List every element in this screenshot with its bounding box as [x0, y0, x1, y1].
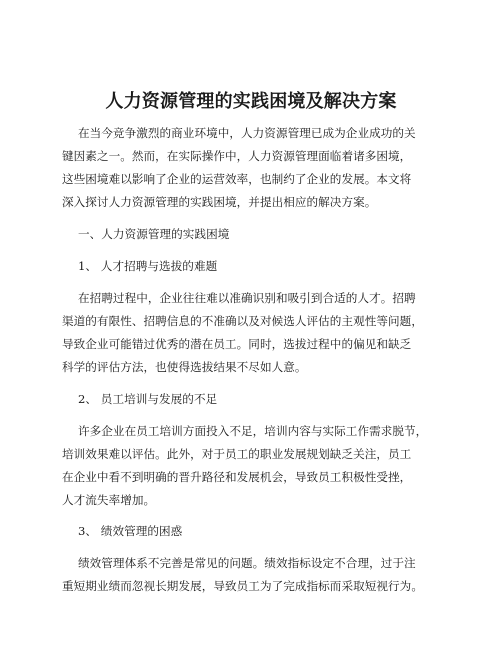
intro-line-1: 在当今竞争激烈的商业环境中，人力资源管理已成为企业成功的关: [78, 126, 416, 140]
item-3-line-2: 重短期业绩而忽视长期发展，导致员工为了完成指标而采取短视行为。: [62, 579, 423, 593]
item-1-heading: 1、 人才招聘与选拔的难题: [78, 259, 218, 273]
item-3-heading: 3、 绩效管理的困惑: [78, 524, 183, 538]
item-1-line-4: 科学的评估方法，也使得选拔结果不尽如人意。: [62, 360, 307, 374]
document-title: 人力资源管理的实践困境及解决方案: [105, 91, 397, 112]
item-1-line-2: 渠道的有限性、招聘信息的不准确以及对候选人评估的主观性等问题，: [62, 314, 423, 328]
item-2-heading: 2、 员工培训与发展的不足: [78, 392, 218, 406]
intro-line-3: 这些困境难以影响了企业的运营效率，也制约了企业的发展。本文将: [62, 172, 412, 186]
section-heading: 一、人力资源管理的实践困境: [78, 227, 230, 241]
item-1-line-3: 导致企业可能错过优秀的潜在员工。同时，选拔过程中的偏见和缺乏: [62, 337, 412, 351]
intro-line-4: 深入探讨人力资源管理的实践困境，并提出相应的解决方案。: [62, 195, 377, 209]
item-2-line-3: 在企业中看不到明确的晋升路径和发展机会，导致员工积极性受挫，: [62, 470, 412, 484]
intro-line-2: 键因素之一。然而，在实际操作中，人力资源管理面临着诸多困境，: [62, 149, 412, 163]
item-3-line-1: 绩效管理体系不完善是常见的问题。绩效指标设定不合理，过于注: [78, 556, 416, 570]
item-2-line-4: 人才流失率增加。: [62, 493, 156, 507]
item-2-line-2: 培训效果难以评估。此外，对于员工的职业发展规划缺乏关注，员工: [62, 447, 412, 461]
item-2-line-1: 许多企业在员工培训方面投入不足，培训内容与实际工作需求脱节，: [78, 424, 428, 438]
item-1-line-1: 在招聘过程中，企业往往难以准确识别和吸引到合适的人才。招聘: [78, 291, 416, 305]
